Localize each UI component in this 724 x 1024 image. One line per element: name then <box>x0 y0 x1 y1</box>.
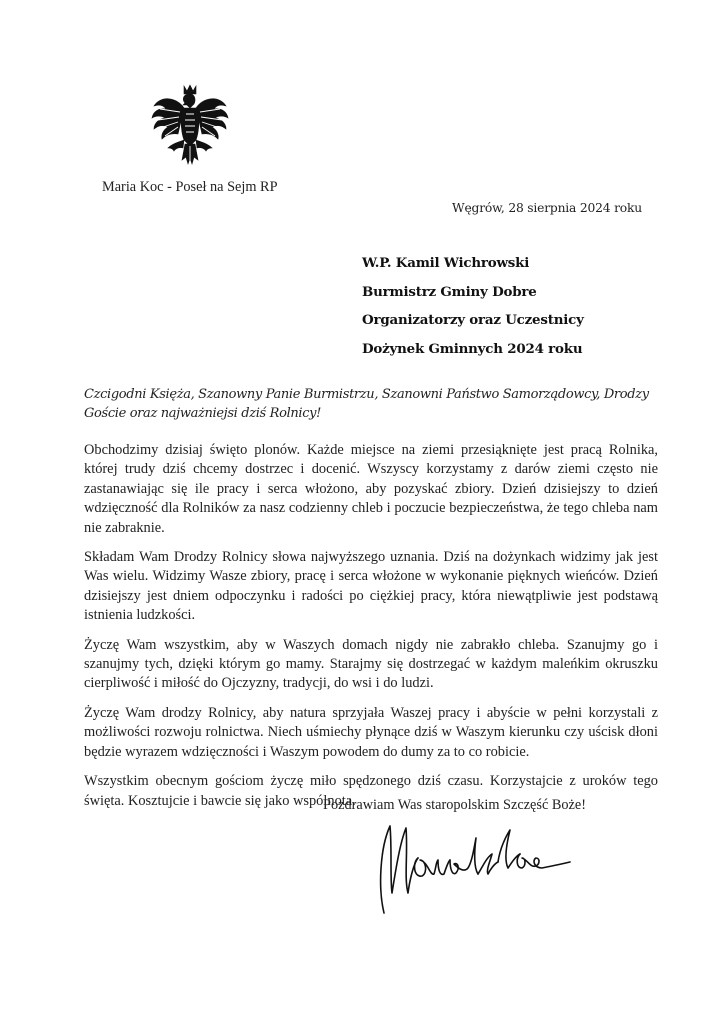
paragraph: Składam Wam Drodzy Rolnicy słowa najwyższego uznania. Dziś na dożynkach widzimy jak jest Was wielu. Widzimy Wasze zbiory, pracę i serca włożone w wykonanie pięknych wieńców. Dzień dzisiejszy jest dniem odpoczynku i radości po ciężkiej pracy, która niewątpliwie jest podstawą istnienia ludzkości. <box>84 549 658 624</box>
recipients-block <box>362 255 584 369</box>
closing-line: Pozdrawiam Was staropolskim Szczęść Boże! <box>323 797 587 813</box>
sender-name: Maria Koc - Poseł na Sejm RP <box>102 179 278 195</box>
crown-shape <box>184 85 196 94</box>
eagle-emblem-icon <box>150 82 230 168</box>
paragraph: Życzę Wam drodzy Rolnicy, aby natura sprzyjała Waszej pracy i abyście w pełni korzystali z możliwości rozwoju rolnictwa. Niech uśmiechy płynące dziś w Waszym kierunku czy uścisk dłoni będzie wyrazem wdzięczności i Waszym powodem do dumy za to co robicie. <box>84 704 658 760</box>
salutation: Czcigodni Księża, Szanowny Panie Burmistrzu, Szanowni Państwo Samorządowcy, Drodzy Goście oraz najważniejsi dziś Rolnicy! <box>84 387 649 421</box>
recipient-line: Burmistrz Gminy Dobre <box>362 283 537 300</box>
paragraph: Obchodzimy dzisiaj święto plonów. Każde miejsce na ziemi przesiąknięte jest pracą Rolnika, której trudy dziś chcemy dostrzec i docenić. Wszyscy korzystamy z darów ziemi często nie zastanawiając się ile pracy i serca włożono, aby pozyskać zbiory. Dzień dzisiejszy to dzień wdzięczność dla Rolników za nasz codzienny chleb i poczucie bezpieczeństwa, że tego chleba nam nie zabraknie. <box>84 442 658 536</box>
handwritten-signature <box>370 818 580 918</box>
left-leg-shape <box>168 140 184 151</box>
recipient-line: Dożynek Gminnych 2024 roku <box>362 340 583 357</box>
paragraph: Życzę Wam wszystkim, aby w Waszych domach nigdy nie zabrakło chleba. Szanujmy go i szanujmy tych, dzięki którym go mamy. Starajmy się dostrzegać w każdym maleńkim okruszku cierpliwość i miłość do Ojczyzny, tradycji, do wsi i do ludzi. <box>84 636 658 692</box>
head-shape <box>183 94 195 108</box>
letter-body <box>84 441 658 821</box>
recipient-line: Organizatorzy oraz Uczestnicy <box>362 312 584 329</box>
recipient-line: W.P. Kamil Wichrowski <box>362 255 530 271</box>
date-line: Węgrów, 28 sierpnia 2024 roku <box>452 201 642 215</box>
right-leg-shape <box>196 140 212 151</box>
paragraph: Wszystkim obecnym gościom życzę miło spędzonego dziś czasu. Korzystajcie z uroków tego święta. Kosztujcie i bawcie się jako wspólnota. <box>84 773 658 809</box>
